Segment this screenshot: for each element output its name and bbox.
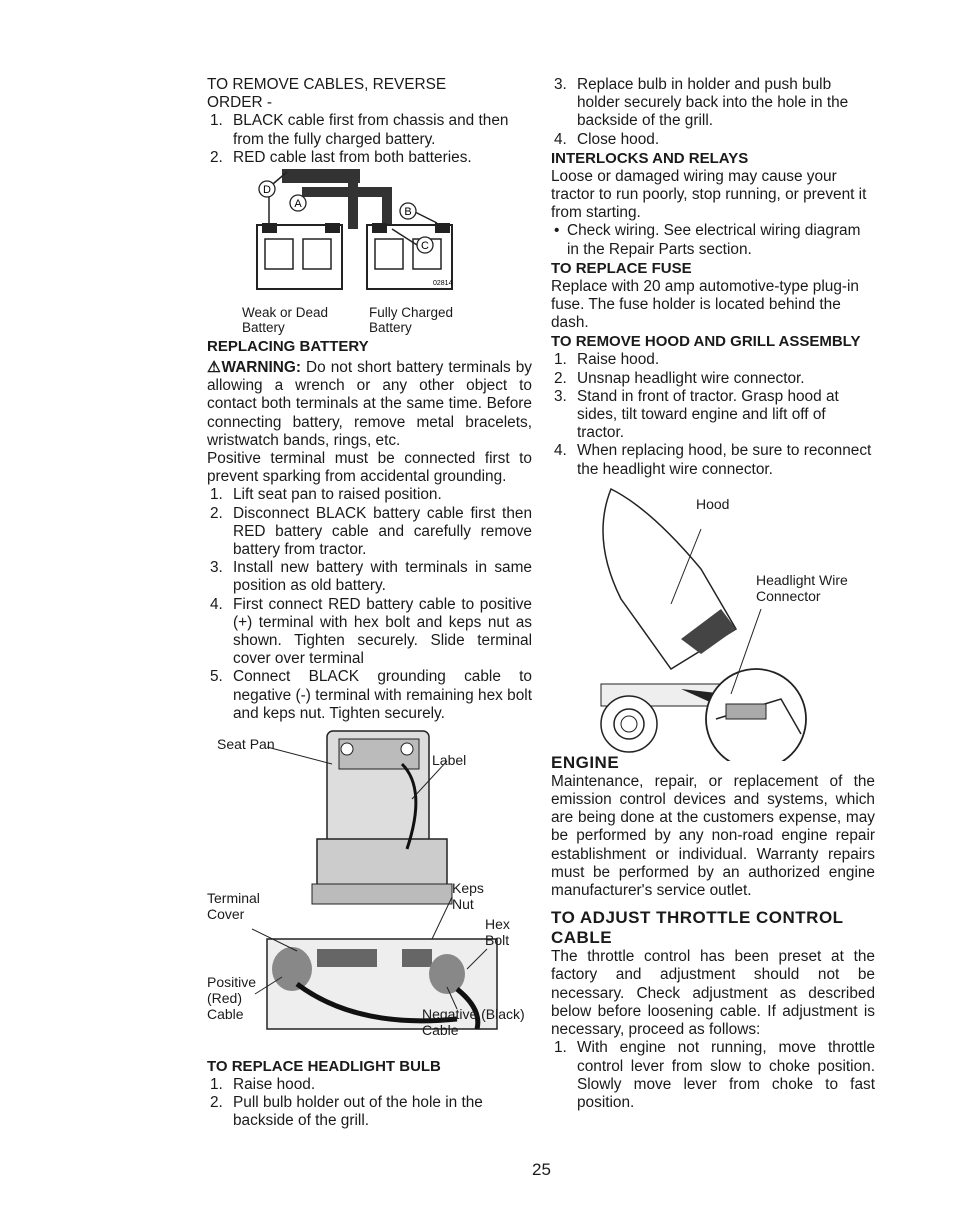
hood-diagram [551, 479, 875, 761]
list-item: 1. Raise hood. [210, 1076, 316, 1094]
throttle-paragraph: The throttle control has been preset at the factory and adjustment should not be necessary. Check adjustment as described below before loosening cable. If adjustment is necessary, proceed as follows: [551, 948, 875, 1039]
left-column [207, 76, 532, 1131]
caption-weak-battery-2: Battery [242, 320, 285, 336]
callout-d: D [263, 184, 271, 197]
headlight-steps-cont [551, 76, 875, 149]
warning-paragraph: ⚠WARNING: Do not short battery terminals by allowing a wrench or any other object to contact both terminals at the same time. Before connecting battery, remove metal bracelets, wristwatch bands, rings, etc. [207, 359, 532, 449]
list-item: 1. Raise hood. [554, 351, 660, 369]
label-cable: Cable [207, 1006, 244, 1023]
hood-figure [551, 479, 875, 761]
list-item: 2. RED cable last from both batteries. [210, 148, 472, 166]
label-negative: Negative (Black) [422, 1006, 525, 1023]
label-red: (Red) [207, 990, 243, 1007]
battery-diagram [207, 167, 532, 302]
list-item: 5. Connect BLACK grounding cable to negative (-) terminal with remaining hex bolt and keps nut. Tighten securely. [210, 668, 532, 722]
label-seat-pan: Seat Pan [217, 736, 275, 753]
engine-heading: ENGINE [551, 752, 620, 772]
list-item: 3. Stand in front of tractor. Grasp hood at sides, tilt toward engine and lift off of tractor. [554, 387, 839, 442]
callout-b: B [404, 206, 412, 219]
battery-figure [207, 167, 532, 337]
throttle-steps [551, 1039, 875, 1112]
label-nut: Nut [452, 896, 474, 913]
hood-steps [551, 351, 875, 478]
caption-charged-battery-2: Battery [369, 320, 412, 336]
list-item: 2. Disconnect BLACK battery cable first then RED battery cable and carefully remove battery from tractor. [210, 504, 532, 559]
remove-cables-steps [207, 112, 532, 167]
list-item: 1. With engine not running, move throttle control lever from slow to choke position. Slowly move lever from choke to fast position. [554, 1039, 875, 1111]
label-cover: Cover [207, 906, 245, 923]
interlocks-heading: INTERLOCKS AND RELAYS [551, 149, 749, 167]
list-item: 1. BLACK cable first from chassis and then from the fully charged battery. [210, 112, 509, 148]
engine-paragraph: Maintenance, repair, or replacement of the emission control devices and systems, which are being done at the customers expense, may be performed by any non-road engine repair establishment or individual. Warranty repairs must be performed by an authorized engine manufacturer's service outlet. [551, 772, 875, 900]
right-column [551, 76, 875, 1112]
page-number: 25 [532, 1160, 551, 1179]
seat-pan-figure [207, 729, 532, 1057]
list-item: 3. Replace bulb in holder and push bulb holder securely back into the hole in the backside of the grill. [554, 76, 849, 130]
list-item: 3. Install new battery with terminals in same position as old battery. [210, 559, 532, 595]
list-item: 2. Unsnap headlight wire connector. [554, 369, 805, 387]
replacing-steps [207, 486, 532, 723]
label-label: Label [432, 752, 467, 769]
label-hood: Hood [696, 495, 730, 512]
callout-c: C [421, 240, 429, 253]
figure-code: 02814 [433, 280, 453, 288]
list-item: 4. Close hood. [554, 130, 660, 148]
label-positive: Positive [207, 974, 257, 991]
label-connector: Connector [756, 587, 821, 604]
positive-terminal-paragraph: Positive terminal must be connected first to prevent sparking from accidental grounding. [207, 450, 532, 486]
caption-weak-battery: Weak or Dead [242, 305, 329, 321]
throttle-heading: TO ADJUST THROTTLE CONTROL CABLE [551, 908, 844, 948]
interlocks-paragraph: Loose or damaged wiring may cause your tractor to run poorly, stop running, or prevent it from starting. [551, 167, 867, 222]
replacing-battery-heading: REPLACING BATTERY [207, 338, 369, 356]
label-bolt: Bolt [485, 932, 510, 949]
label-terminal: Terminal [207, 890, 260, 907]
headlight-heading: TO REPLACE HEADLIGHT BULB [207, 1058, 441, 1076]
fuse-heading: TO REPLACE FUSE [551, 259, 692, 277]
hood-heading: TO REMOVE HOOD AND GRILL ASSEMBLY [551, 333, 861, 351]
bullet-icon: • [554, 222, 560, 240]
fuse-paragraph: Replace with 20 amp automotive-type plug-in fuse. The fuse holder is located behind the dash. [551, 277, 859, 332]
label-cable-2: Cable [422, 1022, 459, 1039]
warning-icon: ⚠ [207, 359, 222, 377]
label-headlight-wire: Headlight Wire [756, 571, 848, 588]
list-item: 1. Lift seat pan to raised position. [210, 486, 442, 504]
label-keps: Keps [452, 880, 484, 897]
list-item: 4. When replacing hood, be sure to reconnect the headlight wire connector. [554, 442, 872, 478]
list-item: 2. Pull bulb holder out of the hole in the backside of the grill. [210, 1094, 483, 1130]
headlight-steps [207, 1076, 532, 1131]
warning-label: WARNING: [221, 359, 302, 377]
list-item: 4. First connect RED battery cable to positive (+) terminal with hex bolt and keps nut as shown. Tighten securely. Slide terminal cover over terminal [210, 595, 532, 668]
label-hex: Hex [485, 916, 510, 933]
interlocks-bullet: • Check wiring. See electrical wiring diagram in the Repair Parts section. [554, 222, 861, 258]
caption-charged-battery: Fully Charged [369, 305, 454, 321]
remove-cables-heading: TO REMOVE CABLES, REVERSE ORDER - [207, 76, 447, 112]
callout-a: A [294, 198, 302, 211]
